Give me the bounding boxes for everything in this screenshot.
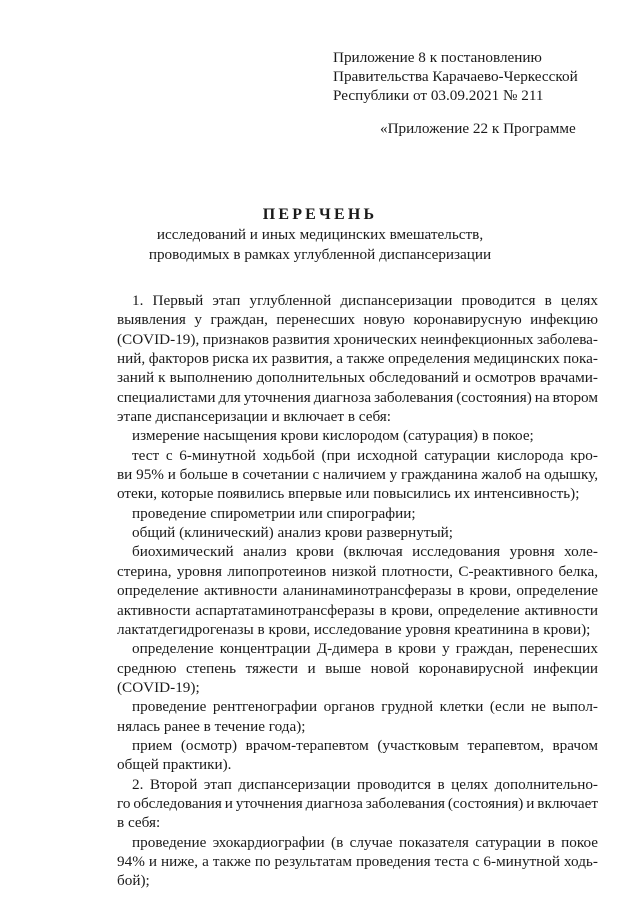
- body-text-line: активности аспартатаминотрансферазы в крови, определение активности: [117, 601, 598, 619]
- body-text-line: в себя:: [117, 814, 161, 832]
- body-text-line: проведение спирометрии или спирографии;: [132, 504, 416, 522]
- appendix-reference: «Приложение 22 к Программе: [380, 120, 576, 137]
- body-text-line: среднюю степень тяжести и выше новой коронавирусной инфекции: [117, 659, 598, 677]
- body-text-line: 2. Второй этап диспансеризации проводится в целях дополнительно-: [132, 775, 598, 793]
- body-text-line: проведение рентгенографии органов грудной клетки (если не выпол-: [132, 698, 598, 716]
- resolution-header: [333, 48, 623, 105]
- body-text-line: прием (осмотр) врачом-терапевтом (участковым терапевтом, врачом: [132, 736, 598, 754]
- body-text-line: общей практики).: [117, 756, 232, 774]
- body-text-line: тест с 6-минутной ходьбой (при исходной сатурации кислорода кро-: [132, 446, 598, 464]
- body-text-line: определение активности аланинаминотрансферазы в крови, определение: [117, 582, 598, 600]
- body-text-line: (COVID-19);: [117, 678, 200, 696]
- document-subtitle: [0, 225, 640, 265]
- document-body: [117, 291, 598, 891]
- body-text-line: ви 95% и больше в сочетании с наличием у гражданина жалоб на одышку,: [117, 466, 598, 484]
- body-text-line: нялась ранее в течение года);: [117, 717, 306, 735]
- body-text-line: специалистами для уточнения диагноза заболевания (состояния) на втором: [117, 388, 598, 406]
- body-text-line: 1. Первый этап углубленной диспансеризации проводится в целях: [132, 292, 598, 309]
- header-line: Правительства Карачаево-Черкесской: [333, 68, 578, 85]
- header-line: Приложение 8 к постановлению: [333, 49, 542, 66]
- body-text-line: биохимический анализ крови (включая исследования уровня холе-: [132, 543, 598, 561]
- subtitle-line: проводимых в рамках углубленной диспансеризации: [148, 246, 492, 263]
- body-text-line: определение концентрации Д-димера в крови у граждан, перенесших: [132, 640, 598, 658]
- body-text-line: проведение эхокардиографии (в случае показателя сатурации в покое: [132, 833, 598, 851]
- body-text-line: общий (клинический) анализ крови развернутый;: [132, 524, 454, 542]
- body-text-line: выявления у граждан, перенесших новую коронавирусную инфекцию: [117, 311, 598, 329]
- body-text-line: отеки, которые появились впервые или повысились их интенсивность);: [117, 485, 580, 503]
- body-text-line: ний, факторов риска их развития, а также определения медицинских пока-: [117, 350, 598, 368]
- body-text-line: стерина, уровня липопротеинов низкой плотности, С-реактивного белка,: [117, 562, 598, 580]
- body-text-line: 94% и ниже, а также по результатам проведения теста с 6-минутной ходь-: [117, 852, 598, 870]
- body-text-line: (COVID-19), признаков развития хронических неинфекционных заболева-: [117, 330, 598, 348]
- document-title: ПЕРЕЧЕНЬ: [262, 206, 378, 223]
- header-line: Республики от 03.09.2021 № 211: [333, 87, 544, 104]
- subtitle-line: исследований и иных медицинских вмешательств,: [156, 226, 484, 243]
- body-text-line: этапе диспансеризации и включает в себя:: [117, 408, 392, 426]
- body-text-line: го обследования и уточнения диагноза заболевания (состояния) и включает: [117, 794, 598, 812]
- body-text-line: лактатдегидрогеназы в крови, исследование уровня креатинина в крови);: [117, 620, 591, 638]
- body-text-line: бой);: [117, 872, 150, 890]
- body-text-line: заний к выполнению дополнительных обследований и осмотров врачами-: [117, 369, 598, 387]
- body-text-line: измерение насыщения крови кислородом (сатурация) в покое;: [132, 427, 534, 445]
